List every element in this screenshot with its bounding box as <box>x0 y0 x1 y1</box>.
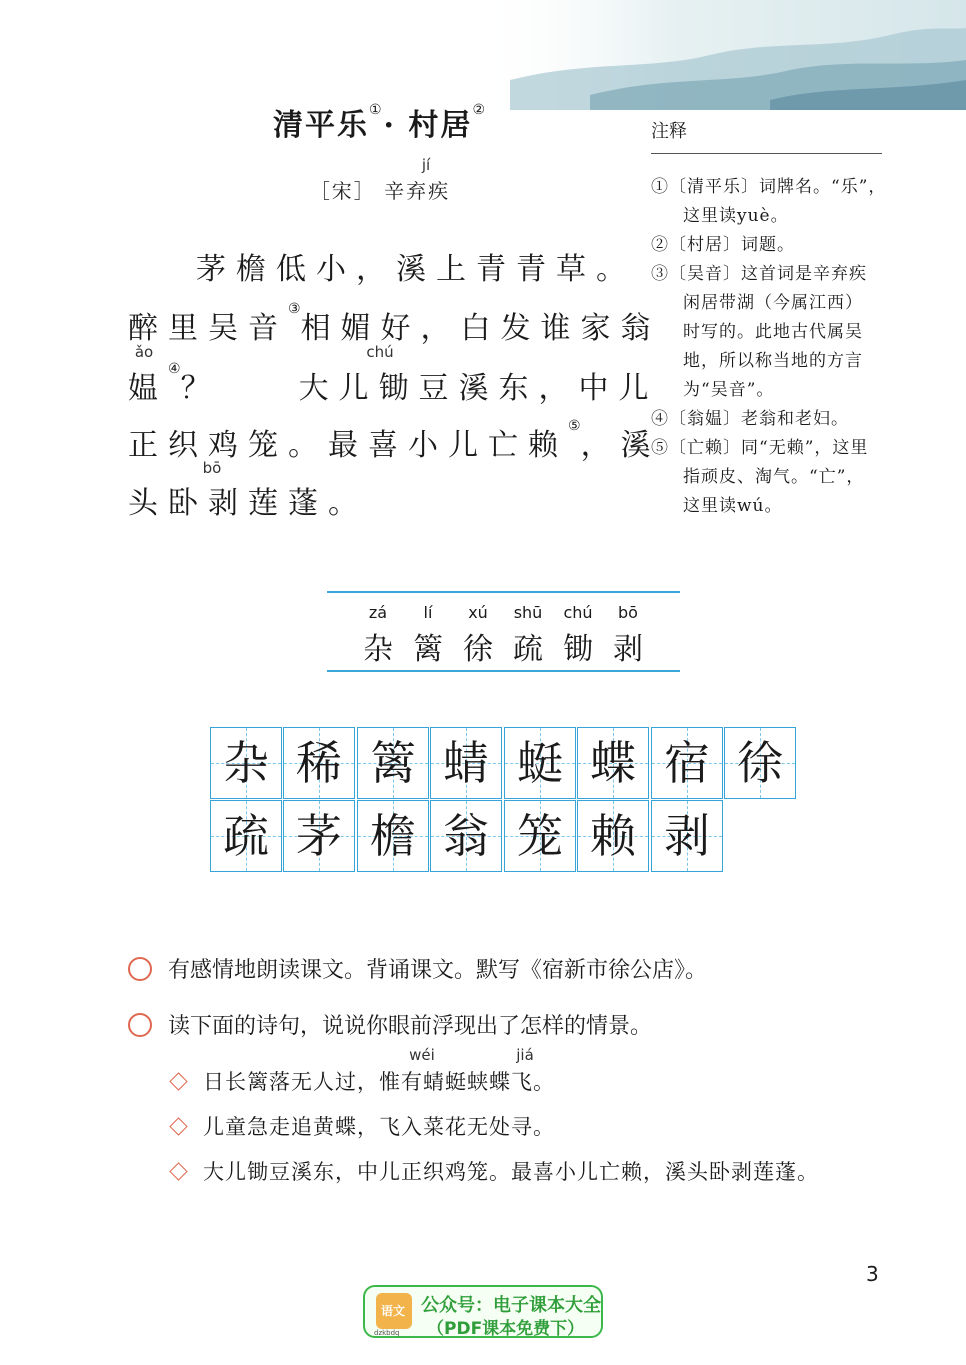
note-5: ⑤〔亡赖〕同“无赖”，这里 指顽皮、淘气。“亡”， 这里读wú。 <box>651 438 869 516</box>
grid-cell: 疏 <box>210 800 282 872</box>
author-line: ［宋］ 辛弃疾 <box>309 179 451 203</box>
word-char: 杂 <box>363 632 393 667</box>
poem-line-2: 醉里吴音③相媚好，白发谁家翁 <box>128 301 661 346</box>
note-2: ②〔村居〕词题。 <box>651 235 795 255</box>
diamond-bullet-icon <box>169 1117 187 1135</box>
landscape-decoration <box>470 0 966 110</box>
word-box-bottom-rule <box>327 670 680 672</box>
diamond-bullet-icon <box>169 1072 187 1090</box>
word-char: 篱 <box>413 632 443 667</box>
grid-cell: 翁 <box>430 800 502 872</box>
note-4: ④〔翁媪〕老翁和老妇。 <box>651 409 849 429</box>
word-char: 剥 <box>613 632 643 667</box>
circle-bullet-icon <box>128 957 152 981</box>
poem-line-5: 头卧剥莲蓬。 <box>128 486 368 521</box>
pinyin-chu: chú <box>366 343 394 361</box>
word-pinyin: bō <box>618 603 638 622</box>
poem-line-1: 茅檐低小，溪上青青草。 <box>196 252 636 287</box>
grid-cell: 檐 <box>357 800 429 872</box>
watermark-tiny-text: dzkbdq <box>374 1329 400 1337</box>
verse-2: 儿童急走追黄蝶，飞入菜花无处寻。 <box>172 1111 555 1141</box>
word-char: 疏 <box>513 632 543 667</box>
note-1: ①〔清平乐〕词牌名。“乐”， 这里读yuè。 <box>651 177 887 226</box>
notes-divider <box>651 153 882 154</box>
grid-cell: 徐 <box>724 727 796 799</box>
pinyin-bo: bō <box>202 459 222 477</box>
exercise-2: 读下面的诗句，说说你眼前浮现出了怎样的情景。 <box>128 1009 652 1040</box>
grid-cell: 笼 <box>504 800 576 872</box>
pinyin-jia: jiá <box>516 1046 534 1064</box>
word-pinyin: lí <box>423 603 433 622</box>
grid-cell: 稀 <box>283 727 355 799</box>
grid-cell: 赖 <box>577 800 649 872</box>
word-char: 徐 <box>463 632 493 667</box>
exercise-1: 有感情地朗读课文。背诵课文。默写《宿新市徐公店》。 <box>128 953 707 984</box>
word-pinyin: shū <box>513 603 543 622</box>
pinyin-wei: wéi <box>409 1046 435 1064</box>
word-char: 锄 <box>563 632 593 667</box>
poem-line-4: 正织鸡笼。最喜小儿亡赖⑤，溪 <box>128 418 661 463</box>
grid-cell: 剥 <box>651 800 723 872</box>
grid-cell: 蜻 <box>430 727 502 799</box>
watermark-line-2: （PDF课本免费下） <box>427 1319 585 1339</box>
page-title: 清平乐①· 村居② <box>272 102 487 143</box>
grid-cell: 蝶 <box>577 727 649 799</box>
verse-1: 日长篱落无人过，惟有蜻蜓蛱蝶飞。 <box>172 1066 555 1096</box>
notes-heading: 注释 <box>651 121 687 142</box>
page-number: 3 <box>866 1262 879 1286</box>
word-pinyin: chú <box>563 603 593 622</box>
watermark-line-1: 公众号：电子课本大全 <box>421 1295 601 1316</box>
note-3: ③〔吴音〕这首词是辛弃疾 闲居带湖（今属江西） 时写的。此地古代属吴 地，所以称当地的方言 为“吴音”。 <box>651 264 867 400</box>
word-pinyin: zá <box>368 603 388 622</box>
grid-cell: 宿 <box>651 727 723 799</box>
poem-line-3: 媪④？ 大儿锄豆溪东，中儿 <box>128 361 659 406</box>
word-box-top-rule <box>327 591 680 593</box>
grid-cell: 茅 <box>283 800 355 872</box>
book-logo-icon: 语文 <box>376 1293 412 1329</box>
diamond-bullet-icon <box>169 1162 187 1180</box>
grid-cell: 篱 <box>357 727 429 799</box>
grid-cell: 杂 <box>210 727 282 799</box>
watermark-badge <box>363 1285 603 1338</box>
grid-cell: 蜓 <box>504 727 576 799</box>
circle-bullet-icon <box>128 1013 152 1037</box>
pinyin-ao: ǎo <box>134 343 154 361</box>
verse-3: 大儿锄豆溪东，中儿正织鸡笼。最喜小儿亡赖，溪头卧剥莲蓬。 <box>172 1156 819 1186</box>
pinyin-ji: jí <box>421 156 431 174</box>
word-pinyin: xú <box>468 603 488 622</box>
